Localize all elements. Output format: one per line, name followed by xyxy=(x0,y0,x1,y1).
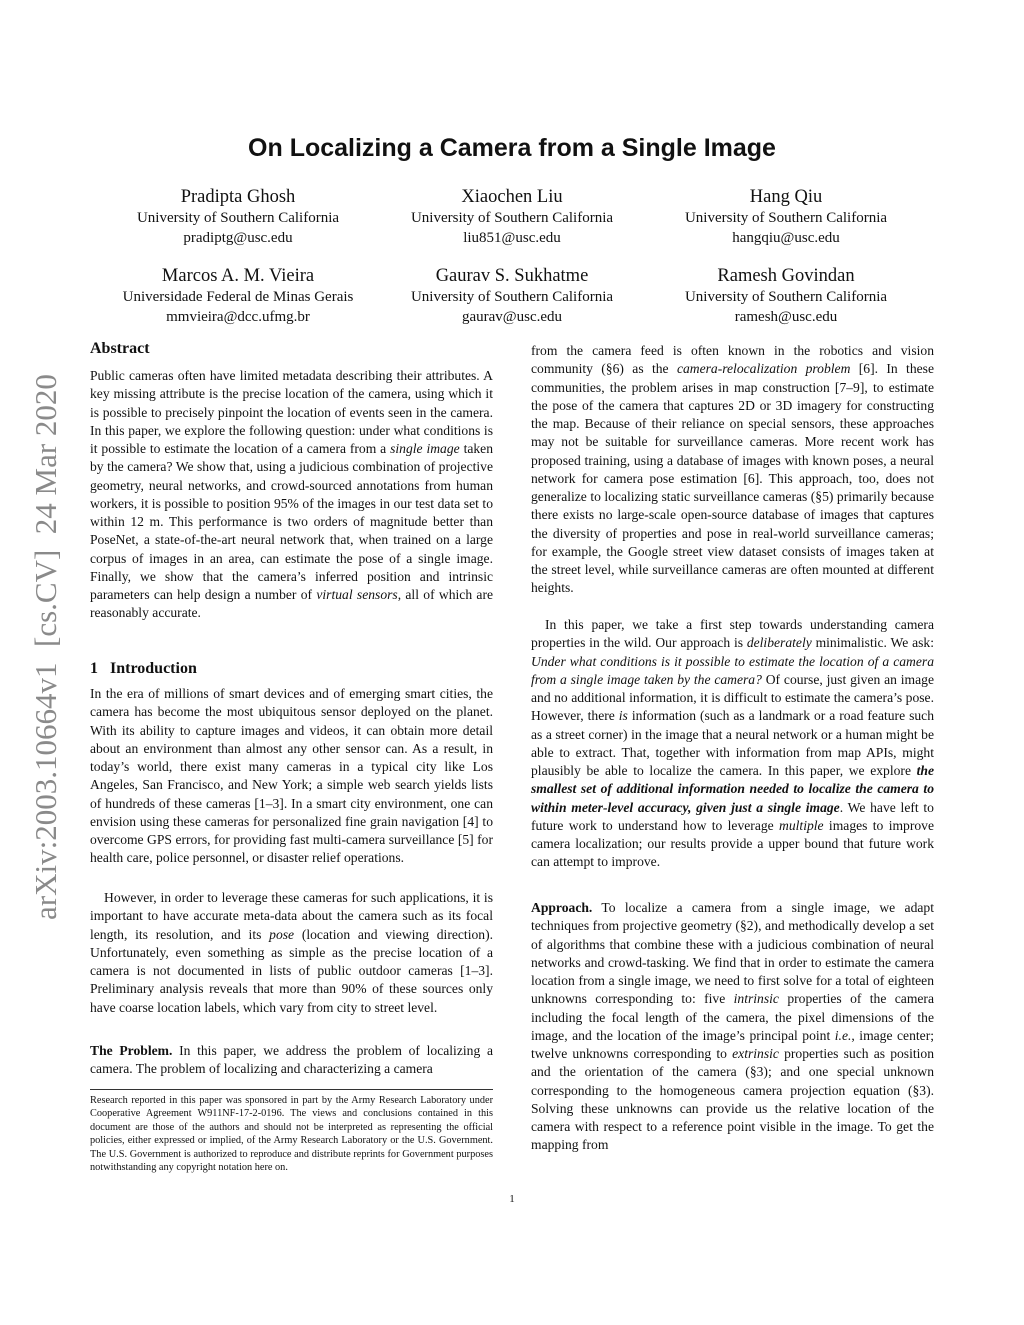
author-email: ramesh@usc.edu xyxy=(734,309,838,325)
author-email: liu851@usc.edu xyxy=(463,230,561,246)
author-affiliation: Universidade Federal de Minas Gerais xyxy=(122,289,354,305)
emphasized-text: intrinsic xyxy=(733,991,779,1007)
emphasized-text: extrinsic xyxy=(732,1046,779,1061)
text-run: properties such as position and the orientation of the camera (§3); and one special unknown corresponding to the homogeneous camera projection equation (§3). Solving these unknowns can provide us the relative location of the camera with respect to a reference point visible in the image. To get the mapping from xyxy=(531,1046,934,1153)
abstract-text xyxy=(90,367,493,623)
text-run: [6]. In these communities, the problem arises in map construction [7–9], to estimate the pose of the camera that captures 2D or 3D imagery for constructing the map. Because of their reliance on special sensors, these approaches may not be suitable for surveillance cameras. More recent work has proposed training, using a database of images with known poses, a neural network for camera pose estimation [6]. This approach, too, does not generalize to localizing static surveillance cameras (§5) primarily because there exists no large-scale open-source database of images that captures the diversity of properties and pose in real-world surveillance cameras; for example, the Google street view dataset consists of images taken at the street level, while surveillance cameras are often mounted at different heights. xyxy=(531,361,934,596)
text-run: Public cameras often have limited metadata describing their attributes. A key missing attribute is the precise location of the camera, using which it is possible to precisely pinpoint the location of events seen in the camera. In this paper, we explore the following question: under what conditions is it possible to estimate the location of a camera from a xyxy=(90,368,493,456)
author-affiliation: University of Southern California xyxy=(136,210,340,226)
emphasized-text: virtual sensors xyxy=(316,587,398,602)
author-affiliation: University of Southern California xyxy=(684,210,888,226)
paper-title: On Localizing a Camera from a Single Image xyxy=(248,134,776,162)
emphasized-text: Approach. xyxy=(531,900,593,915)
author-name: Hang Qiu xyxy=(749,187,823,207)
emphasized-text: single image xyxy=(390,441,460,456)
text-run: Of course, just given an image and no additional information, it is difficult to estimate the camera’s pose. However, there xyxy=(531,671,934,724)
text-run: (location and viewing direction). Unfortunately, even something as simple as the precise location of a camera is not documented in lists of public outdoor cameras [1–3]. Preliminary analysis reveals that more than 90% of these sources only have coarse location labels, which vary from city to street level. xyxy=(90,926,494,1015)
text-run: . We have left to future work to understand how to leverage xyxy=(531,799,934,833)
author-block xyxy=(649,265,923,327)
right-paragraph-2 xyxy=(531,616,934,872)
problem-paragraph xyxy=(90,1042,493,1079)
text-run: properties of the camera including the focal length of the camera, the pixel dimensions of the image, and the location of the image’s principal point xyxy=(531,991,934,1043)
emphasized-text: multiple xyxy=(779,817,824,833)
emphasized-text: pose xyxy=(269,926,295,942)
text-run: minimalistic. We ask: xyxy=(811,635,934,651)
author-email: mmvieira@dcc.ufmg.br xyxy=(166,309,310,325)
text-run: from the camera feed is often known in the robotics and vision community (§6) as the xyxy=(531,343,934,377)
text-run: To localize a camera from a single image, we adapt techniques from projective geometry (§2), and methodically develop a set of algorithms that combine these with a judicious combination of neural networks and crowd-tasking. We find that in order to estimate the camera location from a single image, we need to first solve for a total of eighteen unknowns corresponding to: five xyxy=(531,900,934,1007)
arxiv-stamp: arXiv:2003.10664v1 [cs.CV] 24 Mar 2020 xyxy=(28,374,63,920)
author-name: Xiaochen Liu xyxy=(461,187,563,207)
emphasized-text: i.e. xyxy=(834,1027,852,1043)
author-block xyxy=(375,265,649,327)
text-run: taken by the camera? We show that, using a judicious combination of projective geometry, neural networks, and crowd-sourced annotations from human workers, it is possible to position 95% of the images in our test data set to within 12 m. This performance is two orders of magnitude better than PoseNet, a state-of-the-art neural network that, when trained on a large corpus of images in an area, can estimate the pose of a single image. Finally, we show that the camera’s inferred position and intrinsic parameters can help design a number of xyxy=(90,441,494,602)
approach-paragraph xyxy=(531,899,934,1155)
text-run: , image center; twelve unknowns corresponding to xyxy=(531,1027,934,1061)
right-paragraph-1 xyxy=(531,342,934,598)
author-affiliation: University of Southern California xyxy=(410,289,614,305)
author-affiliation: University of Southern California xyxy=(410,210,614,226)
intro-paragraph-2 xyxy=(90,889,493,1017)
author-block xyxy=(101,265,375,327)
author-block xyxy=(101,186,375,248)
author-name: Gaurav S. Sukhatme xyxy=(435,266,589,286)
text-run: In this paper, we take a first step towards understanding camera properties in the wild. Our approach is xyxy=(531,617,934,651)
author-affiliation: University of Southern California xyxy=(684,289,888,305)
footnote: Research reported in this paper was sponsored in part by the Army Research Laboratory under Cooperative Agreement W911NF-17-2-0196. The views and conclusions contained in this document are those of the authors and should not be interpreted as representing the official policies, either expressed or implied, of the Army Research Laboratory or the U.S. Government. The U.S. Government is authorized to reproduce and distribute reprints for Government purposes notwithstanding any copyright notation here on. xyxy=(90,1095,493,1174)
text-run: In the era of millions of smart devices and of emerging smart cities, the camera has become the most ubiquitous sensor deployed on the planet. With its ability to capture images and videos, it can obtain more detail about an environment than almost any other sensor can. As a result, in today’s world, there exist many cameras in a typical city like Los Angeles, San Francisco, and New York; a simple web search yields lists of hundreds of these cameras [1–3]. In a smart city environment, one can envision using these cameras for personalized fine grain navigation [4] to overcome GPS errors, for providing fast multi-camera surveillance [5] for health care, police personnel, or disaster relief operations. xyxy=(90,686,493,866)
emphasized-text: camera-relocalization problem xyxy=(676,361,851,377)
page-number: 1 xyxy=(509,1193,515,1205)
author-name: Pradipta Ghosh xyxy=(180,187,296,207)
author-name: Ramesh Govindan xyxy=(717,266,855,286)
emphasized-text: The Problem. xyxy=(90,1043,173,1058)
author-block xyxy=(649,186,923,248)
abstract-heading: Abstract xyxy=(90,340,150,357)
author-email: gaurav@usc.edu xyxy=(461,309,563,325)
section-heading-introduction: 1 Introduction xyxy=(90,660,197,677)
text-run: However, in order to leverage these cameras for such applications, it is important to have accurate meta-data about the camera such as its focal length, its resolution, and its xyxy=(90,890,493,942)
text-run: , all of which are reasonably accurate. xyxy=(90,587,494,621)
emphasized-text: deliberately xyxy=(746,635,812,651)
text-run: images to improve camera localization; our results provide a upper bound that future work can attempt to improve. xyxy=(531,817,935,870)
author-name: Marcos A. M. Vieira xyxy=(161,266,315,286)
author-email: pradiptg@usc.edu xyxy=(183,230,293,246)
author-email: hangqiu@usc.edu xyxy=(732,230,840,246)
intro-paragraph-1 xyxy=(90,685,493,868)
emphasized-text: is xyxy=(618,708,628,724)
emphasized-text: the smallest set of additional information needed to localize the camera to within meter-level accuracy, given just a single image xyxy=(531,763,934,815)
author-block xyxy=(375,186,649,248)
text-run: In this paper, we address the problem of localizing a camera. The problem of localizing and characterizing a camera xyxy=(90,1043,493,1077)
text-run: information (such as a landmark or a road feature such as a street corner) in the image that a neural network or a human might be able to extract. That, together with information from map APIs, might plausibly be able to localize the camera. In this paper, we explore xyxy=(531,708,934,778)
emphasized-text: Under what conditions is it possible to estimate the location of a camera from a single image taken by the camera? xyxy=(531,653,934,687)
footnote-divider xyxy=(90,1089,493,1090)
